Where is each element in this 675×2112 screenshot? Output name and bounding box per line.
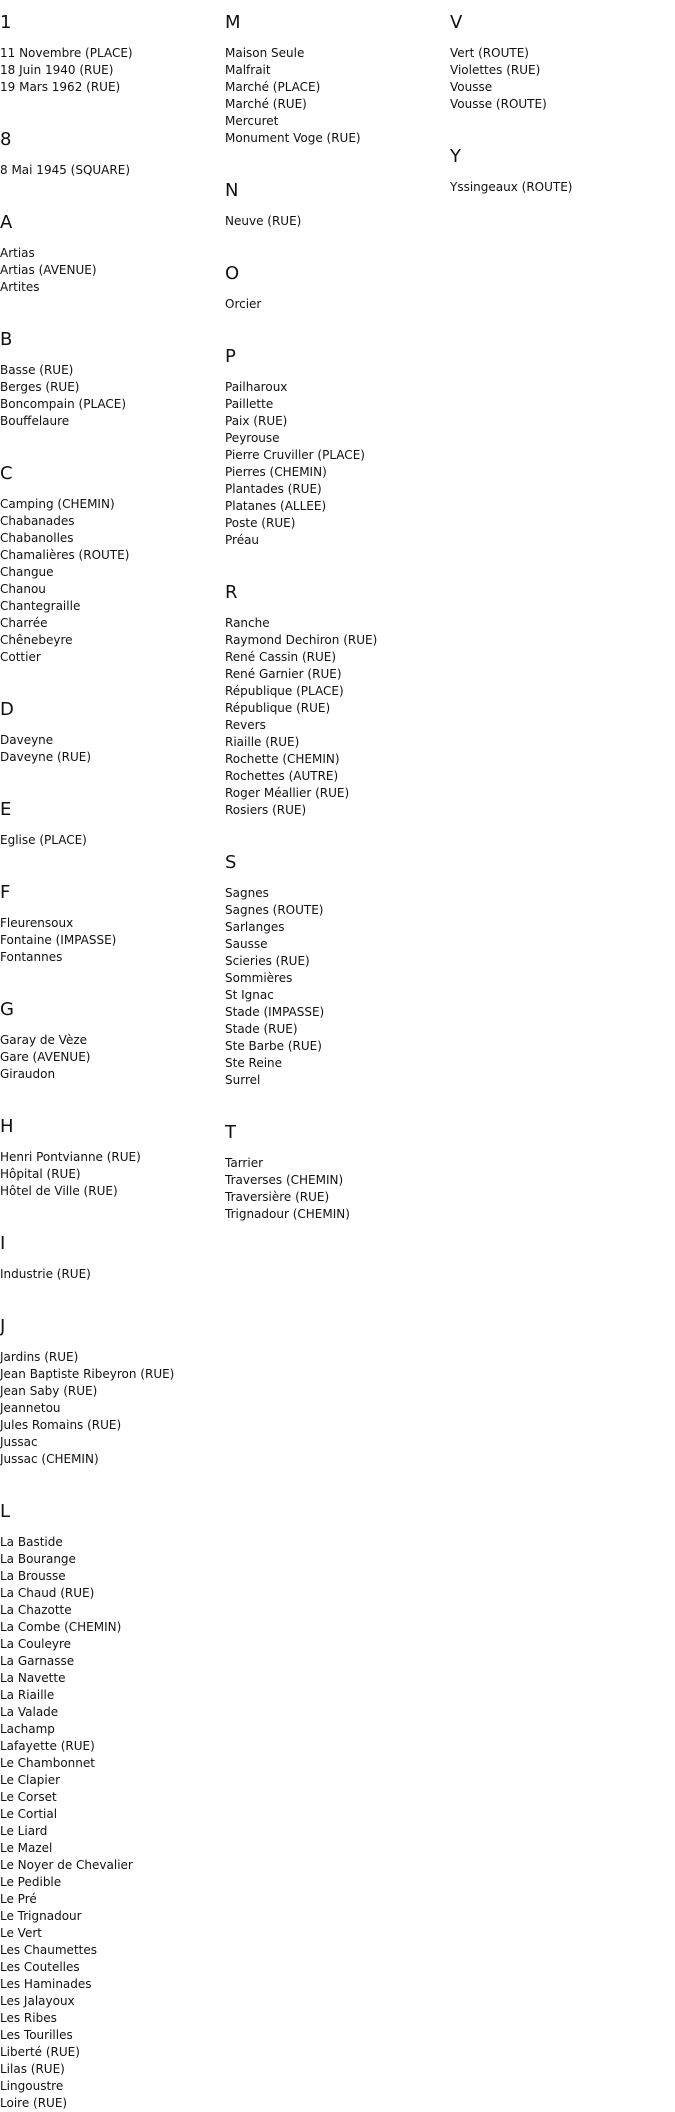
street-list	[0, 1534, 225, 2112]
street-item: La Valade	[0, 1705, 59, 1719]
street-item: Pailharoux	[225, 380, 288, 394]
letter-heading: I	[0, 1233, 6, 1254]
street-item: Fleurensoux	[0, 916, 74, 930]
street-item: Lachamp	[0, 1722, 55, 1736]
street-item: Chabanades	[0, 514, 75, 528]
street-item: St Ignac	[225, 988, 274, 1002]
street-item: Peyrouse	[225, 431, 280, 445]
street-item: Jeannetou	[0, 1401, 61, 1415]
letter-section	[450, 0, 675, 113]
street-list	[0, 162, 225, 179]
street-item: Loire (RUE)	[0, 2096, 68, 2110]
street-item: Marché (PLACE)	[225, 80, 321, 94]
letter-heading: O	[225, 263, 240, 284]
street-item: La Couleyre	[0, 1637, 72, 1651]
street-list	[0, 732, 225, 766]
street-list	[0, 245, 225, 296]
street-list	[225, 615, 450, 819]
street-item: Lafayette (RUE)	[0, 1739, 95, 1753]
street-item: Le Trignadour	[0, 1909, 82, 1923]
section-spacer	[0, 296, 225, 317]
section-spacer	[0, 666, 225, 687]
letter-section	[0, 200, 225, 296]
street-item: René Garnier (RUE)	[225, 667, 342, 681]
street-item: Violettes (RUE)	[450, 63, 541, 77]
letter-heading: R	[225, 582, 238, 603]
letter-section	[450, 134, 675, 196]
letter-heading: T	[225, 1122, 236, 1143]
letter-section	[0, 451, 225, 666]
street-item: Le Mazel	[0, 1841, 53, 1855]
street-item: La Combe (CHEMIN)	[0, 1620, 122, 1634]
street-item: Les Jalayoux	[0, 1994, 75, 2008]
street-item: La Garnasse	[0, 1654, 75, 1668]
letter-section	[225, 251, 450, 313]
letter-section	[225, 0, 450, 147]
street-item: Marché (RUE)	[225, 97, 307, 111]
street-list	[225, 213, 450, 230]
street-item: Boncompain (PLACE)	[0, 397, 127, 411]
section-spacer	[225, 549, 450, 570]
street-item: Daveyne (RUE)	[0, 750, 92, 764]
street-item: Raymond Dechiron (RUE)	[225, 633, 378, 647]
letter-heading: Y	[450, 146, 461, 167]
street-item: Jean Saby (RUE)	[0, 1384, 98, 1398]
street-item: Artias (AVENUE)	[0, 263, 97, 277]
street-item: Le Pré	[0, 1892, 37, 1906]
street-item: Jardins (RUE)	[0, 1350, 79, 1364]
street-item: Lilas (RUE)	[0, 2062, 65, 2076]
street-item: Traversière (RUE)	[225, 1190, 330, 1204]
street-item: Rosiers (RUE)	[225, 803, 307, 817]
section-spacer	[225, 230, 450, 251]
street-item: Le Cortial	[0, 1807, 58, 1821]
street-list	[450, 179, 675, 196]
street-item: Trignadour (CHEMIN)	[225, 1207, 350, 1221]
street-item: Malfrait	[225, 63, 271, 77]
street-item: Artites	[0, 280, 40, 294]
street-item: Monument Voge (RUE)	[225, 131, 361, 145]
street-item: Fontannes	[0, 950, 63, 964]
street-item: Daveyne	[0, 733, 54, 747]
street-item: Les Ribes	[0, 2011, 57, 2025]
street-item: Stade (RUE)	[225, 1022, 298, 1036]
letter-section	[225, 840, 450, 1089]
street-item: Chamalières (ROUTE)	[0, 548, 130, 562]
letter-heading: E	[0, 799, 12, 820]
street-item: Eglise (PLACE)	[0, 833, 87, 847]
street-item: 8 Mai 1945 (SQUARE)	[0, 163, 130, 177]
street-item: Ste Reine	[225, 1056, 283, 1070]
section-spacer	[225, 819, 450, 840]
section-spacer	[0, 1200, 225, 1221]
letter-heading: V	[450, 12, 463, 33]
street-item: Giraudon	[0, 1067, 56, 1081]
street-item: René Cassin (RUE)	[225, 650, 337, 664]
street-list	[450, 45, 675, 113]
street-list	[0, 1349, 225, 1468]
letter-heading: 8	[0, 129, 12, 150]
street-item: Le Clapier	[0, 1773, 61, 1787]
letter-heading: N	[225, 180, 239, 201]
street-list	[0, 1266, 225, 1283]
street-item: Gare (AVENUE)	[0, 1050, 91, 1064]
street-item: Chanou	[0, 582, 46, 596]
street-item: Surrel	[225, 1073, 261, 1087]
street-list	[0, 832, 225, 849]
section-spacer	[0, 1283, 225, 1304]
street-item: La Navette	[0, 1671, 66, 1685]
street-item: Basse (RUE)	[0, 363, 74, 377]
letter-heading: P	[225, 346, 236, 367]
street-item: Stade (IMPASSE)	[225, 1005, 325, 1019]
street-item: Riaille (RUE)	[225, 735, 300, 749]
street-item: Charrée	[0, 616, 48, 630]
street-item: La Brousse	[0, 1569, 66, 1583]
letter-section	[0, 317, 225, 430]
street-item: Liberté (RUE)	[0, 2045, 80, 2059]
street-item: Le Pedible	[0, 1875, 62, 1889]
street-item: Chabanolles	[0, 531, 74, 545]
street-item: Yssingeaux (ROUTE)	[450, 180, 573, 194]
street-item: 11 Novembre (PLACE)	[0, 46, 133, 60]
section-spacer	[225, 313, 450, 334]
street-item: République (RUE)	[225, 701, 331, 715]
street-item: République (PLACE)	[225, 684, 344, 698]
letter-section	[0, 787, 225, 849]
street-item: Maison Seule	[225, 46, 305, 60]
street-item: Rochettes (AUTRE)	[225, 769, 339, 783]
street-list	[0, 496, 225, 666]
street-list	[0, 1149, 225, 1200]
street-item: Hôpital (RUE)	[0, 1167, 81, 1181]
street-item: Camping (CHEMIN)	[0, 497, 115, 511]
street-item: Lingoustre	[0, 2079, 64, 2093]
letter-heading: J	[0, 1316, 6, 1337]
street-item: Rochette (CHEMIN)	[225, 752, 340, 766]
column-2	[225, 0, 450, 1223]
street-item: Industrie (RUE)	[0, 1267, 91, 1281]
street-item: Orcier	[225, 297, 262, 311]
letter-heading: M	[225, 12, 241, 33]
street-item: Cottier	[0, 650, 41, 664]
section-spacer	[0, 1083, 225, 1104]
letter-heading: F	[0, 882, 11, 903]
street-item: Jean Baptiste Ribeyron (RUE)	[0, 1367, 175, 1381]
letter-section	[0, 1104, 225, 1200]
street-item: Henri Pontvianne (RUE)	[0, 1150, 141, 1164]
street-item: Fontaine (IMPASSE)	[0, 933, 117, 947]
letter-section	[225, 334, 450, 549]
street-item: Les Chaumettes	[0, 1943, 97, 1957]
letter-heading: C	[0, 463, 13, 484]
street-item: Poste (RUE)	[225, 516, 296, 530]
street-item: Hôtel de Ville (RUE)	[0, 1184, 118, 1198]
letter-section	[225, 168, 450, 230]
street-item: Plantades (RUE)	[225, 482, 322, 496]
street-item: Les Coutelles	[0, 1960, 80, 1974]
street-item: La Chazotte	[0, 1603, 72, 1617]
street-item: Ste Barbe (RUE)	[225, 1039, 322, 1053]
street-item: Vousse (ROUTE)	[450, 97, 547, 111]
street-item: Garay de Vèze	[0, 1033, 88, 1047]
street-list	[0, 915, 225, 966]
street-item: Berges (RUE)	[0, 380, 80, 394]
letter-section	[0, 1221, 225, 1283]
street-item: Changue	[0, 565, 54, 579]
street-item: Ranche	[225, 616, 270, 630]
street-item: Roger Méallier (RUE)	[225, 786, 350, 800]
street-item: Jules Romains (RUE)	[0, 1418, 122, 1432]
street-item: Sarlanges	[225, 920, 285, 934]
letter-section	[0, 687, 225, 766]
letter-section	[0, 987, 225, 1083]
street-item: Vousse	[450, 80, 493, 94]
street-list	[225, 885, 450, 1089]
street-item: La Bastide	[0, 1535, 63, 1549]
street-item: Le Vert	[0, 1926, 42, 1940]
street-item: 19 Mars 1962 (RUE)	[0, 80, 121, 94]
street-item: Mercuret	[225, 114, 279, 128]
street-item: Sommières	[225, 971, 293, 985]
street-item: Platanes (ALLEE)	[225, 499, 327, 513]
column-1	[0, 0, 225, 2112]
letter-section	[225, 1110, 450, 1223]
street-list	[0, 1032, 225, 1083]
street-list	[0, 362, 225, 430]
letter-section	[0, 1304, 225, 1468]
letter-section	[0, 1489, 225, 2112]
street-item: Les Haminades	[0, 1977, 92, 1991]
street-list	[225, 45, 450, 147]
street-item: Le Chambonnet	[0, 1756, 95, 1770]
street-item: Chantegraille	[0, 599, 81, 613]
street-list	[0, 45, 225, 96]
street-item: Sagnes (ROUTE)	[225, 903, 324, 917]
letter-section	[0, 117, 225, 179]
street-item: Neuve (RUE)	[225, 214, 302, 228]
section-spacer	[0, 430, 225, 451]
letter-heading: A	[0, 212, 13, 233]
street-item: Bouffelaure	[0, 414, 70, 428]
section-spacer	[0, 766, 225, 787]
street-item: Sagnes	[225, 886, 269, 900]
street-item: Artias	[0, 246, 35, 260]
street-item: Scieries (RUE)	[225, 954, 310, 968]
street-item: Préau	[225, 533, 260, 547]
section-spacer	[225, 147, 450, 168]
street-item: Pierres (CHEMIN)	[225, 465, 327, 479]
letter-heading: S	[225, 852, 237, 873]
street-item: Chênebeyre	[0, 633, 73, 647]
street-item: Pierre Cruviller (PLACE)	[225, 448, 365, 462]
letter-heading: D	[0, 699, 14, 720]
street-item: Tarrier	[225, 1156, 264, 1170]
street-item: Revers	[225, 718, 266, 732]
section-spacer	[225, 1089, 450, 1110]
street-item: La Chaud (RUE)	[0, 1586, 95, 1600]
section-spacer	[0, 179, 225, 200]
street-item: Le Liard	[0, 1824, 48, 1838]
letter-section	[225, 570, 450, 819]
letter-section	[0, 0, 225, 96]
street-item: Paillette	[225, 397, 274, 411]
street-item: 18 Juin 1940 (RUE)	[0, 63, 114, 77]
section-spacer	[0, 849, 225, 870]
column-3	[450, 0, 675, 196]
street-item: Le Noyer de Chevalier	[0, 1858, 133, 1872]
street-item: Le Corset	[0, 1790, 57, 1804]
letter-section	[0, 870, 225, 966]
street-list	[225, 296, 450, 313]
street-item: Vert (ROUTE)	[450, 46, 529, 60]
section-spacer	[0, 96, 225, 117]
street-item: Paix (RUE)	[225, 414, 288, 428]
street-item: La Bourange	[0, 1552, 76, 1566]
street-item: Traverses (CHEMIN)	[225, 1173, 344, 1187]
section-spacer	[0, 966, 225, 987]
letter-heading: B	[0, 329, 13, 350]
section-spacer	[0, 1468, 225, 1489]
section-spacer	[450, 113, 675, 134]
street-item: Jussac (CHEMIN)	[0, 1452, 99, 1466]
letter-heading: H	[0, 1116, 14, 1137]
street-list	[225, 1155, 450, 1223]
street-item: Jussac	[0, 1435, 38, 1449]
letter-heading: L	[0, 1501, 11, 1522]
letter-heading: G	[0, 999, 14, 1020]
street-item: Les Tourilles	[0, 2028, 73, 2042]
letter-heading: 1	[0, 12, 12, 33]
street-list	[225, 379, 450, 549]
street-item: Sausse	[225, 937, 268, 951]
street-item: La Riaille	[0, 1688, 55, 1702]
